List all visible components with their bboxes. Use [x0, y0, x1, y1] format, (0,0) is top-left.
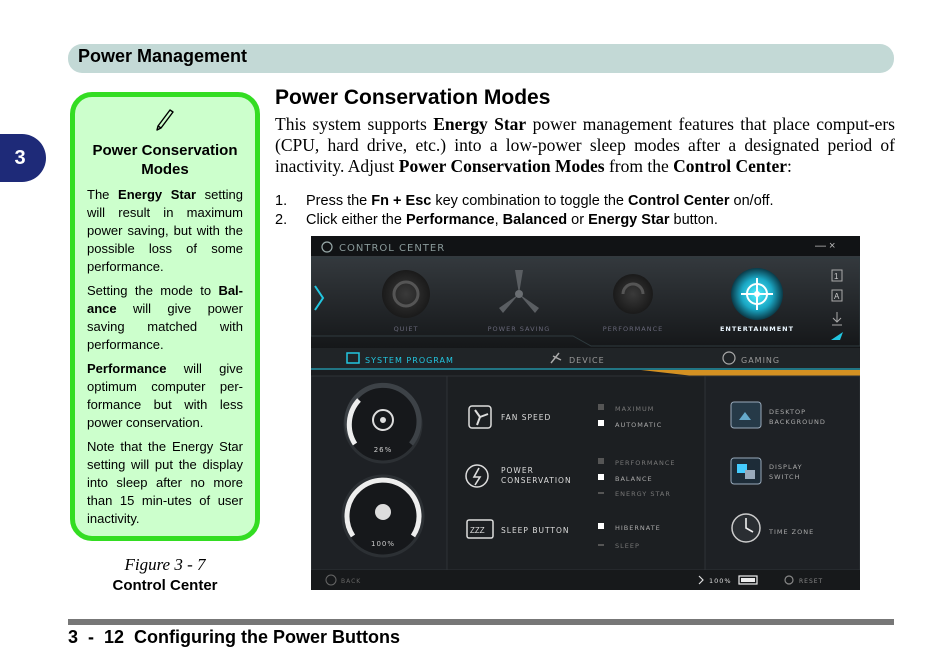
sidebar-paragraph [87, 186, 243, 276]
sidebar-title: Power Conservation Modes [92, 142, 238, 178]
svg-text:BACKGROUND: BACKGROUND [769, 418, 826, 426]
sidebar-paragraph [87, 360, 243, 432]
bold-term: Energy Star [118, 187, 197, 202]
svg-text:26%: 26% [373, 446, 393, 454]
bold-term: Power Conservation Modes [398, 156, 605, 176]
svg-text:ZZZ: ZZZ [470, 526, 485, 535]
svg-text:SWITCH: SWITCH [769, 473, 801, 481]
svg-text:PERFORMANCE: PERFORMANCE [602, 325, 664, 333]
text-run: Press the [306, 193, 372, 209]
text-run: will give power saving matched with performance. [87, 301, 243, 352]
svg-text:RESET: RESET [799, 578, 824, 585]
step-item [275, 192, 895, 211]
intro-paragraph [275, 114, 895, 177]
bold-term: Control Center [673, 156, 787, 176]
control-center-screenshot [311, 236, 860, 590]
footer-rule [68, 619, 894, 625]
step-text [306, 192, 774, 211]
svg-text:DESKTOP: DESKTOP [769, 408, 807, 416]
section-title: Power Conservation Modes [275, 86, 551, 109]
svg-text:BALANCE: BALANCE [615, 475, 653, 483]
figure-caption: Control Center [112, 577, 218, 594]
svg-text:QUIET: QUIET [393, 325, 419, 333]
svg-text:MAXIMUM: MAXIMUM [615, 405, 655, 413]
svg-text:SYSTEM PROGRAM: SYSTEM PROGRAM [365, 356, 454, 365]
bold-term: Bal-ance [87, 283, 243, 316]
text-run: The [87, 187, 119, 202]
chapter-tab: 3 [0, 134, 46, 182]
svg-text:AUTOMATIC: AUTOMATIC [615, 421, 663, 429]
text-run: Setting the mode to [87, 283, 219, 298]
svg-text:TIME ZONE: TIME ZONE [769, 528, 815, 536]
text-run: , [494, 212, 503, 228]
bold-term: Performance [405, 212, 495, 228]
side-icon-1[interactable]: 1 [834, 272, 839, 281]
svg-text:HIBERNATE: HIBERNATE [615, 524, 661, 532]
svg-text:100%: 100% [370, 540, 396, 548]
svg-text:CONSERVATION: CONSERVATION [501, 476, 572, 485]
step-number: 2. [275, 212, 288, 228]
svg-text:POWER SAVING: POWER SAVING [487, 325, 551, 333]
svg-text:100%: 100% [709, 577, 732, 585]
bold-term: Performance [87, 361, 167, 376]
text-run: on/off. [729, 193, 774, 209]
steps-list [275, 192, 895, 230]
step-text [306, 211, 718, 230]
bold-term: Control Center [628, 193, 730, 209]
svg-text:ENTERTAINMENT: ENTERTAINMENT [719, 325, 795, 333]
svg-text:ENERGY STAR: ENERGY STAR [615, 490, 671, 498]
bold-term: Energy Star [433, 114, 527, 134]
svg-text:FAN SPEED: FAN SPEED [501, 413, 552, 422]
text-run: power management features that place comput-ers (CPU, hard drive, etc.) into a low-power sleep modes after a designated period of inactivity. Adjust [275, 114, 895, 176]
footer-page-label: 3 - 12 Configuring the Power Buttons [68, 627, 401, 647]
figure-number: Figure 3 - 7 [124, 555, 206, 574]
page-header-title: Power Management [78, 46, 248, 66]
step-item [275, 211, 895, 230]
svg-text:PERFORMANCE: PERFORMANCE [615, 459, 676, 467]
text-run: Click either the [306, 212, 406, 228]
svg-text:POWER: POWER [501, 466, 534, 475]
sidebar-paragraph [87, 282, 243, 354]
svg-text:GAMING: GAMING [741, 356, 781, 365]
svg-text:BACK: BACK [341, 578, 362, 585]
text-run: : [786, 156, 792, 176]
step-number: 1. [275, 193, 288, 209]
text-run: from the [604, 156, 674, 176]
text-run: Note that the Energy Star setting will put the display into sleep after no more than 15 min-utes of user inactivity. [87, 439, 243, 526]
text-run: button. [669, 212, 718, 228]
sidebar-note-box [70, 92, 260, 541]
svg-text:SLEEP BUTTON: SLEEP BUTTON [501, 526, 570, 535]
window-controls[interactable]: — × [815, 240, 836, 252]
text-run: or [567, 212, 589, 228]
pencil-icon [87, 107, 243, 141]
control-center-logo [322, 242, 445, 254]
svg-text:SLEEP: SLEEP [615, 542, 640, 550]
svg-text:DEVICE: DEVICE [569, 356, 605, 365]
text-run: setting will result in maximum power saving, but with the possible loss of some performance. [87, 187, 243, 274]
bold-term: Energy Star [588, 212, 670, 228]
svg-text:DISPLAY: DISPLAY [769, 463, 803, 471]
bold-term: Fn + Esc [371, 193, 432, 209]
bold-term: Balanced [502, 212, 568, 228]
text-run: will give optimum computer per-formance but with less power conservation. [87, 361, 243, 430]
text-run: This system supports [275, 114, 434, 134]
brightness-gauge [343, 476, 423, 556]
svg-text:CONTROL CENTER: CONTROL CENTER [339, 243, 446, 254]
cpu-fan-gauge [345, 385, 421, 462]
side-icon-a[interactable]: A [834, 292, 840, 301]
text-run: key combination to toggle the [431, 193, 629, 209]
sidebar-paragraph [87, 438, 243, 528]
